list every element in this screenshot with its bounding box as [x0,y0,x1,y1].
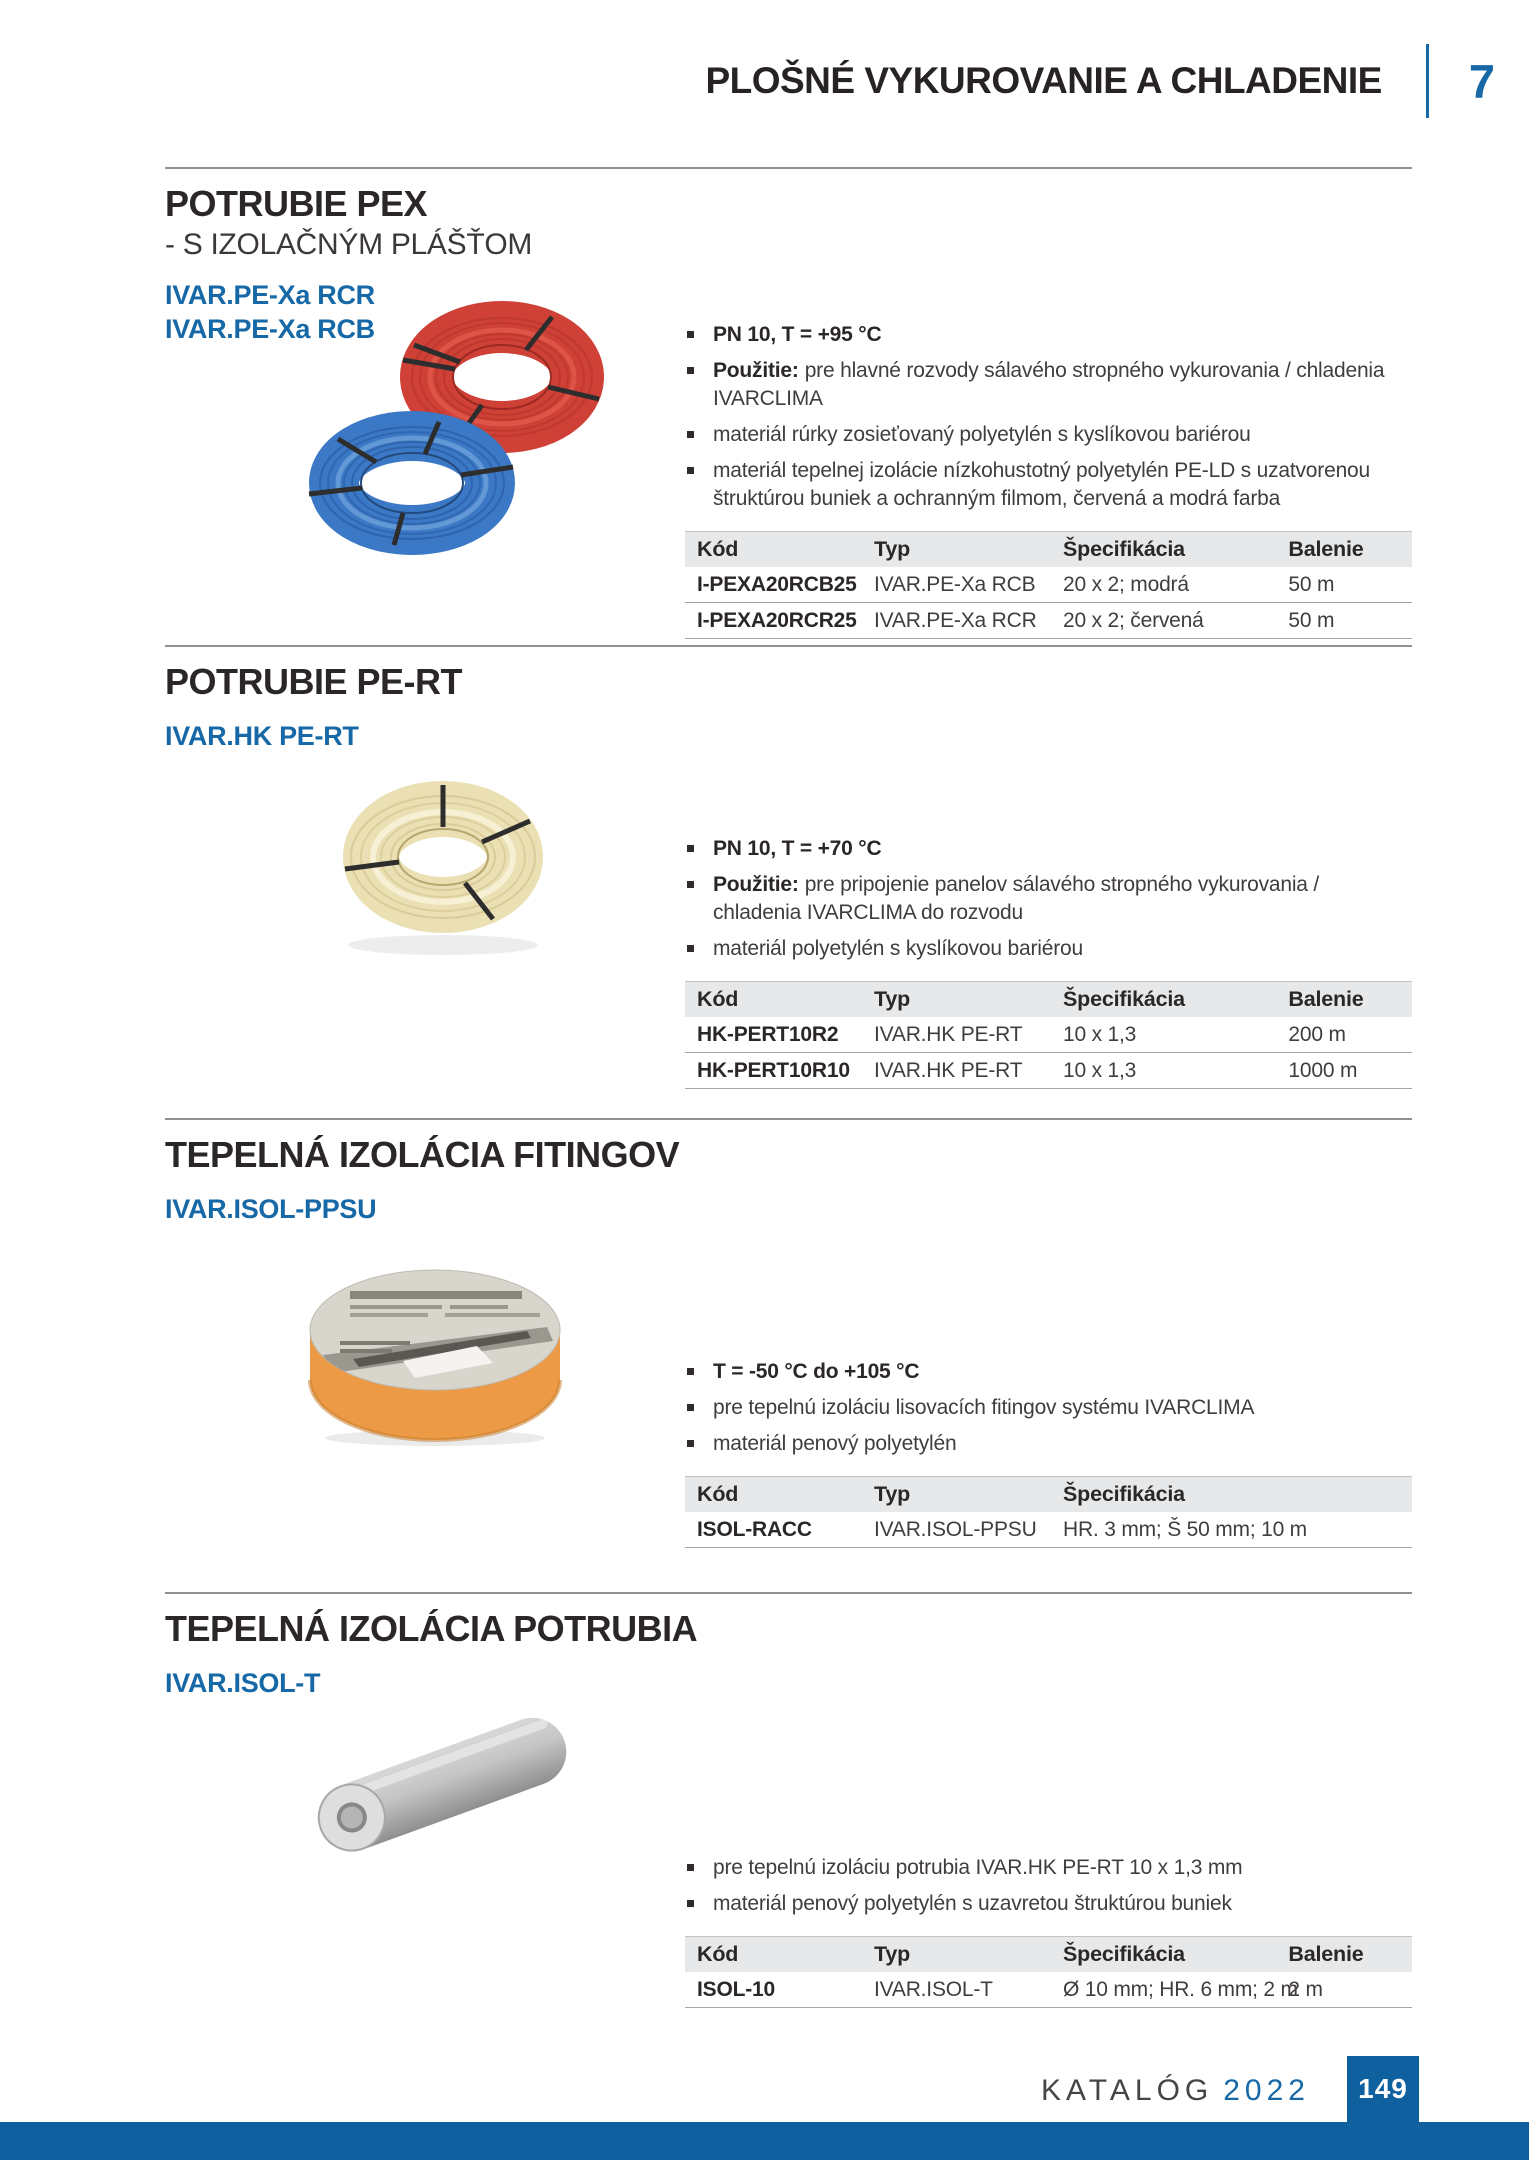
bullet-item: Použitie: pre hlavné rozvody sálavého stropného vykurovania / chladenia IVARCLIMA [685,357,1412,413]
sections-container [165,167,1412,2034]
product-code: IVAR.HK PE-RT [165,721,359,751]
page-header [705,44,1495,118]
section-potrubie-pex [165,167,1412,645]
isol-roll-illustration [295,1233,575,1448]
bullet-item: PN 10, T = +95 °C [685,321,1412,349]
table-cell: 50 m [1288,603,1412,639]
table-cell: IVAR.PE-Xa RCR [874,603,1063,639]
bullet-item: materiál polyetylén s kyslíkovou bariérou [685,935,1412,963]
bullet-item: Použitie: pre pripojenie panelov sálavého stropného vykurovania / chladenia IVARCLIMA do rozvodu [685,871,1412,927]
product-codes [165,719,1412,753]
column-header: Kód [685,982,874,1018]
bullet-item: PN 10, T = +70 °C [685,835,1412,863]
table-cell: ISOL-10 [685,1972,874,2008]
table-cell: IVAR.HK PE-RT [874,1053,1063,1089]
product-table [685,531,1412,639]
header-divider [1426,44,1429,118]
table-cell: IVAR.ISOL-T [874,1972,1063,2008]
product-image-potrubie-pe-rt [305,755,580,965]
table-cell: 2 m [1288,1972,1412,2008]
table-cell: HK-PERT10R10 [685,1053,874,1089]
section-details [685,835,1412,1089]
bullet-item: materiál rúrky zosieťovaný polyetylén s kyslíkovou bariérou [685,421,1412,449]
table-cell: Ø 10 mm; HR. 6 mm; 2 m [1063,1972,1288,2008]
column-header: Balenie [1288,532,1412,568]
column-header: Typ [874,1937,1063,1973]
column-header: Typ [874,1477,1063,1513]
product-table [685,1936,1412,2008]
column-header: Špecifikácia [1063,982,1288,1018]
product-table [685,1476,1412,1548]
table-cell: IVAR.ISOL-PPSU [874,1512,1063,1548]
column-header: Balenie [1288,982,1412,1018]
chapter-number: 7 [1468,54,1495,108]
product-image-potrubie-pex [290,295,620,560]
section-tepelna-izolacia-potrubia [165,1592,1412,2034]
table-cell: I-PEXA20RCB25 [685,567,874,603]
table-cell: 200 m [1288,1017,1412,1053]
pex-coils-illustration [290,295,620,560]
column-header: Špecifikácia [1063,1937,1288,1973]
table-cell: 50 m [1288,567,1412,603]
section-tepelna-izolacia-fitingov [165,1118,1412,1592]
section-title: POTRUBIE PEX [165,183,428,224]
table-cell: 10 x 1,3 [1063,1053,1288,1089]
column-header: Typ [874,982,1063,1018]
table-row [685,1017,1412,1053]
table-row [685,1512,1412,1548]
section-title: TEPELNÁ IZOLÁCIA FITINGOV [165,1134,680,1175]
table-cell: HR. 3 mm; Š 50 mm; 10 m [1063,1512,1412,1548]
bullet-list [685,1854,1412,1918]
section-potrubie-pe-rt [165,645,1412,1118]
table-row [685,1053,1412,1089]
bullet-item: materiál penový polyetylén s uzavretou štruktúrou buniek [685,1890,1412,1918]
table-cell: 20 x 2; červená [1063,603,1288,639]
product-code: IVAR.ISOL-PPSU [165,1194,377,1224]
bullet-item: T = -50 °C do +105 °C [685,1358,1412,1386]
product-code: IVAR.ISOL-T [165,1668,321,1698]
bullet-item: materiál penový polyetylén [685,1430,1412,1458]
column-header: Špecifikácia [1063,532,1288,568]
table-cell: ISOL-RACC [685,1512,874,1548]
isol-tube-illustration [283,1694,583,1884]
page-number-badge: 149 [1347,2056,1419,2122]
table-row [685,1972,1412,2008]
page-header-title: PLOŠNÉ VYKUROVANIE A CHLADENIE [705,60,1382,101]
section-title: POTRUBIE PE-RT [165,661,463,702]
table-row [685,567,1412,603]
table-cell: IVAR.PE-Xa RCB [874,567,1063,603]
column-header: Typ [874,532,1063,568]
footer-catalog-label: KATALÓG [1040,2074,1214,2107]
section-subtitle: - S IZOLAČNÝM PLÁŠŤOM [165,228,533,261]
table-cell: IVAR.HK PE-RT [874,1017,1063,1053]
table-cell: 1000 m [1288,1053,1412,1089]
footer-bar [0,2122,1529,2160]
table-row [685,603,1412,639]
section-details [685,1854,1412,2008]
bullet-item: pre tepelnú izoláciu potrubia IVAR.HK PE-RT 10 x 1,3 mm [685,1854,1412,1882]
bullet-list [685,1358,1412,1458]
column-header: Kód [685,1477,874,1513]
pert-coil-illustration [305,755,580,965]
blue-coil [309,422,513,545]
product-codes [165,1192,1412,1226]
product-table [685,981,1412,1089]
section-details [685,321,1412,639]
column-header: Špecifikácia [1063,1477,1412,1513]
bullet-item: materiál tepelnej izolácie nízkohustotný polyetylén PE-LD s uzatvorenou štruktúrou buniek a ochranným filmom, červená a modrá farba [685,457,1412,513]
bullet-list [685,321,1412,513]
product-code: IVAR.PE-Xa RCR [165,280,375,310]
column-header: Kód [685,1937,874,1973]
table-cell: HK-PERT10R2 [685,1017,874,1053]
bullet-list [685,835,1412,963]
product-code: IVAR.PE-Xa RCB [165,314,375,344]
footer-catalog [1041,2074,1310,2108]
table-cell: I-PEXA20RCR25 [685,603,874,639]
product-image-tepelna-izolacia-potrubia [283,1694,583,1884]
table-cell: 10 x 1,3 [1063,1017,1288,1053]
column-header: Balenie [1288,1937,1412,1973]
table-cell: 20 x 2; modrá [1063,567,1288,603]
bullet-item: pre tepelnú izoláciu lisovacích fitingov systému IVARCLIMA [685,1394,1412,1422]
product-image-tepelna-izolacia-fitingov [295,1233,575,1448]
column-header: Kód [685,532,874,568]
section-details [685,1358,1412,1548]
footer-catalog-year: 2022 [1223,2074,1310,2107]
section-title: TEPELNÁ IZOLÁCIA POTRUBIA [165,1608,698,1649]
